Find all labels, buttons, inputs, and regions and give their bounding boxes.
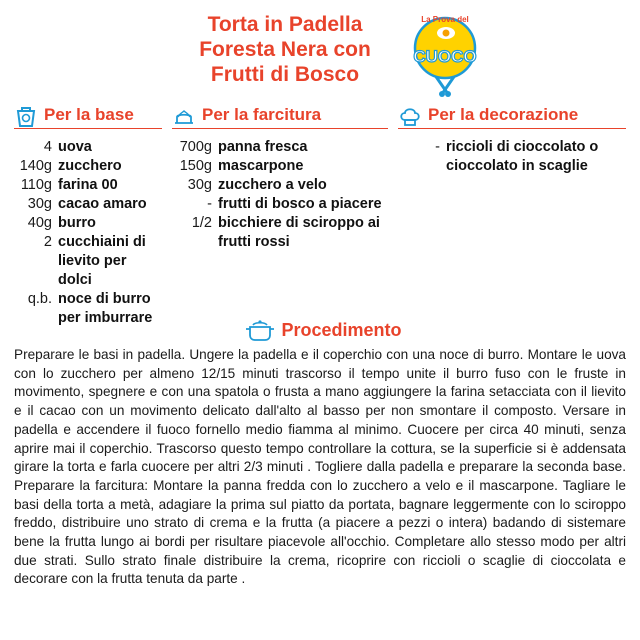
ingredient-qty: - bbox=[435, 139, 440, 155]
list-item bbox=[16, 195, 166, 214]
procedimento-text: Preparare le basi in padella. Ungere la padella e il coperchio con una noce di burro. Montare le uova con lo zucchero per almeno 12/15 minuti trascorso il tempo unite il burro fuso con le fruste in movimento, spegnere e con una spatola o frusta a mano aggiungere la farina setacciata con il lievito e il cacao con un movimento delicato dall'alto al basso per non smontare il composto. Versare in padella e accendere il fuoco fornello medio fiamma al minimo. Cuocere per circa 40 minuti, senza aprire mai il coperchio. Trascorso questo tempo controllare la cottura, se la superficie si è addensata girare la torta e farla cuocere per altri 2/3 minuti . Togliere dalla padella e preparare la seconda base. Preparare la farcitura: Montare la panna fredda con lo zucchero a velo e il mascarpone. Tagliare le basi della torta a metà, adagiare la prima sul piatto da portata, bagnare leggermente con lo sciroppo freddo, distribuire uno strato di crema e la frutta (a piacere a pezzi o intera) badando di sistemare bene la frutta lungo ai bordi per risultare piacevole all'occhio. Completare allo stesso modo per altri due strati. Sullo strato finale distribuire la crema, ricoprire con riccioli o scaglie di cioccolata e decorare con la frutta tenuta da parte . bbox=[14, 347, 626, 587]
ingredient-name: panna fresca bbox=[218, 139, 308, 155]
list-item bbox=[424, 138, 624, 176]
ingredient-qty: q.b. bbox=[27, 291, 52, 307]
ingredient-qty: 700g bbox=[179, 139, 212, 155]
ingredient-qty: 40g bbox=[27, 215, 52, 231]
list-item bbox=[172, 138, 392, 157]
base-ingredient-list bbox=[16, 138, 166, 328]
ingredient-name: mascarpone bbox=[218, 158, 304, 174]
list-item bbox=[16, 233, 166, 290]
decorazione-heading-label: Per la decorazione bbox=[428, 105, 579, 124]
list-item bbox=[16, 157, 166, 176]
title-line-3: Frutti di Bosco bbox=[210, 63, 360, 86]
base-heading-label: Per la base bbox=[44, 105, 134, 124]
ingredient-qty: 150g bbox=[179, 158, 212, 174]
decorazione-heading bbox=[398, 102, 626, 129]
chef-hat-icon bbox=[398, 104, 422, 128]
procedimento-heading bbox=[236, 316, 411, 344]
farcitura-heading bbox=[172, 102, 388, 129]
ingredient-name: burro bbox=[58, 215, 96, 231]
ingredient-name: zucchero bbox=[58, 158, 122, 174]
farcitura-ingredient-list bbox=[172, 138, 392, 252]
ingredient-name: zucchero a velo bbox=[218, 177, 327, 193]
ingredient-qty: 110g bbox=[20, 177, 52, 193]
ingredient-qty: 4 bbox=[43, 139, 52, 155]
ingredient-name: frutti di bosco a piacere bbox=[218, 196, 382, 212]
ingredient-name: cacao amaro bbox=[58, 196, 147, 212]
ingredient-name: uova bbox=[58, 139, 92, 155]
logo-top-text: La Prova del bbox=[421, 15, 469, 24]
ingredient-qty: 1/2 bbox=[191, 215, 212, 231]
recipe-title bbox=[170, 12, 400, 87]
la-prova-del-cuoco-logo bbox=[408, 6, 482, 98]
title-line-1: Torta in Padella bbox=[207, 13, 363, 36]
decorazione-ingredient-list bbox=[424, 138, 624, 176]
list-item bbox=[16, 214, 166, 233]
pot-icon bbox=[245, 319, 275, 341]
logo-main-text: CUOCO bbox=[413, 47, 477, 66]
list-item bbox=[172, 157, 392, 176]
ingredient-name: cucchiaini di lievito per dolci bbox=[58, 234, 146, 288]
base-heading bbox=[14, 102, 162, 129]
cake-icon bbox=[172, 104, 196, 128]
list-item bbox=[172, 214, 392, 252]
scale-icon bbox=[14, 104, 38, 128]
list-item bbox=[172, 195, 392, 214]
ingredient-name: bicchiere di sciroppo ai frutti rossi bbox=[218, 215, 380, 250]
list-item bbox=[16, 290, 166, 328]
ingredient-qty: 30g bbox=[187, 177, 212, 193]
ingredient-qty: 140g bbox=[19, 158, 52, 174]
ingredient-name: riccioli di cioccolato o cioccolato in scaglie bbox=[446, 139, 599, 174]
procedimento-heading-label: Procedimento bbox=[281, 319, 402, 340]
list-item bbox=[16, 138, 166, 157]
farcitura-heading-label: Per la farcitura bbox=[202, 105, 322, 124]
title-line-2: Foresta Nera con bbox=[199, 38, 371, 61]
ingredient-name: noce di burro per imburrare bbox=[58, 291, 153, 326]
list-item bbox=[172, 176, 392, 195]
ingredient-qty: - bbox=[207, 196, 212, 212]
list-item bbox=[16, 176, 166, 195]
ingredient-name: farina 00 bbox=[58, 177, 118, 193]
ingredient-qty: 30g bbox=[27, 196, 52, 212]
ingredient-qty: 2 bbox=[43, 234, 52, 250]
